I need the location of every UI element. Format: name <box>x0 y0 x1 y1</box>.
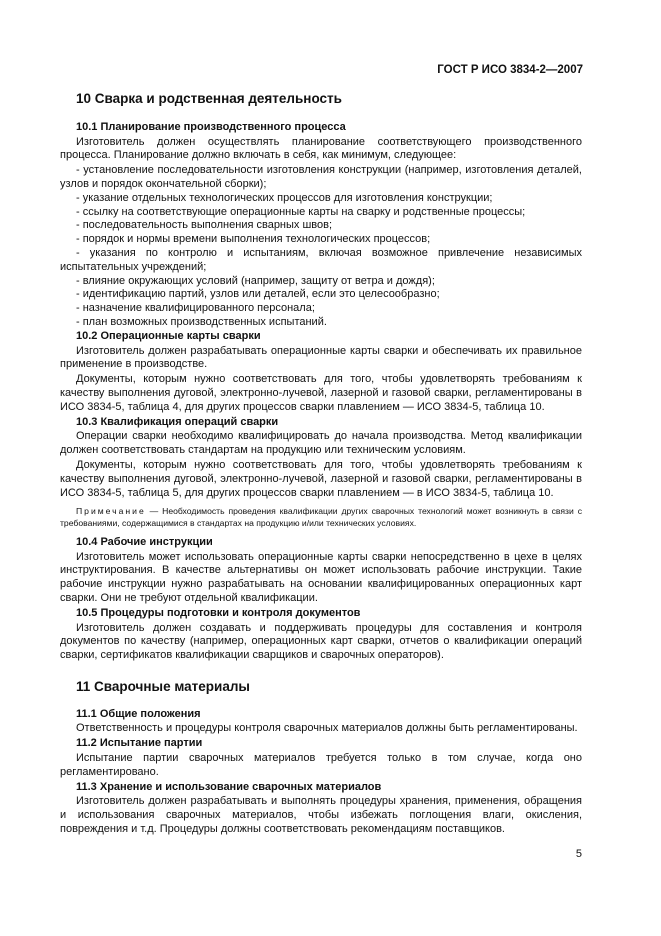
paragraph: Ответственность и процедуры контроля сварочных материалов должны быть регламентированы. <box>76 722 578 735</box>
paragraph: Документы, которым нужно соответствовать для того, чтобы удовлетворять требованиям к качеству выполнения дуговой, электронно-лучевой, лазерной и газовой сварки, регламентированы в ИСО 3834-5, таблица 4, для других процессов сварки плавлением — ИСО 3834-5, таблица 10. <box>60 373 582 413</box>
paragraph: Изготовитель должен создавать и поддерживать процедуры для составления и контроля документов по качеству (например, операционных карт сварки, отчетов о квалификации операций сварки, сертификатов квалификации сварщиков и сварочных операторов). <box>60 621 582 662</box>
list-item: - ссылку на соответствующие операционные карты на сварку и родственные процессы; <box>76 205 526 218</box>
paragraph: Операции сварки необходимо квалифицировать до начала производства. Метод квалификации должен соответствовать стандартам на продукцию или техническим условиям. <box>60 430 582 457</box>
section-10-heading: 10 Сварка и родственная деятельность <box>76 91 342 106</box>
paragraph: Испытание партии сварочных материалов требуется только в том случае, когда оно регламентировано. <box>60 752 582 778</box>
paragraph: Документы, которым нужно соответствовать для того, чтобы удовлетворять требованиям к качеству выполнения дуговой, электронно-лучевой, лазерной и газовой сварки, регламентированы в ИСО 3834-5, таблица 5, для других процессов сварки плавлением — в ИСО 3834-5, таблица 10. <box>60 458 582 499</box>
note-text: — Необходимость проведения квалификации других сварочных технологий может возникнуть в связи с требованиями, содержащимися в стандартах на продукцию и/или технических условиях. <box>60 506 582 528</box>
page-number: 5 <box>575 848 582 860</box>
document-header: ГОСТ Р ИСО 3834-2—2007 <box>437 64 583 76</box>
subsection-10-2-heading: 10.2 Операционные карты сварки <box>76 329 261 342</box>
document-body <box>60 92 582 838</box>
list-item: - указания по контролю и испытаниям, включая возможное привлечение независимых испытательных учреждений; <box>60 246 582 273</box>
list-item: - назначение квалифицированного персонала; <box>76 302 315 315</box>
subsection-11-1-heading: 11.1 Общие положения <box>76 707 201 720</box>
subsection-11-3-heading: 11.3 Хранение и использование сварочных материалов <box>76 780 382 793</box>
planning-list <box>60 164 582 330</box>
list-item: - влияние окружающих условий (например, защиту от ветра и дождя); <box>76 274 435 287</box>
paragraph: Изготовитель должен разрабатывать и выполнять процедуры хранения, применения, обращения и использования сварочных материалов, чтобы избежать поглощения влаги, окисления, повреждения и т.д. Процедуры должны соответствовать рекомендациям поставщиков. <box>60 795 582 836</box>
list-item: - установление последовательности изготовления конструкции (например, изготовления деталей, узлов и порядок окончательной сборки); <box>60 164 582 190</box>
paragraph: Изготовитель должен осуществлять планирование соответствующего производственного процесса. Планирование должно включать в себя, как минимум, следующее: <box>60 135 582 162</box>
subsection-10-1-heading: 10.1 Планирование производственного процесса <box>76 120 346 133</box>
list-item: - порядок и нормы времени выполнения технологических процессов; <box>76 233 431 246</box>
subsection-10-4-heading: 10.4 Рабочие инструкции <box>76 535 213 548</box>
paragraph: Изготовитель может использовать операционные карты сварки непосредственно в цехе в целях инструктирования. В качестве альтернативы он может использовать рабочие инструкции. Такие рабочие инструкции нужно разрабатывать на основании квалифицированных операционных карт сварки. Они не требуют отдельной квалификации. <box>60 550 582 604</box>
subsection-10-3-heading: 10.3 Квалификация операций сварки <box>76 415 279 428</box>
list-item: - указание отдельных технологических процессов для изготовления конструкции; <box>76 191 493 204</box>
list-item: - идентификацию партий, узлов или деталей, если это целесообразно; <box>76 288 440 301</box>
section-11-heading: 11 Сварочные материалы <box>76 678 250 694</box>
subsection-11-2-heading: 11.2 Испытание партии <box>76 737 203 750</box>
note-label: Примечание <box>76 506 146 517</box>
note <box>60 506 582 528</box>
paragraph: Изготовитель должен разрабатывать операционные карты сварки и обеспечивать их правильное применение в производстве. <box>60 344 582 371</box>
subsection-10-5-heading: 10.5 Процедуры подготовки и контроля документов <box>76 606 361 619</box>
list-item: - последовательность выполнения сварных швов; <box>76 219 333 232</box>
list-item: - план возможных производственных испытаний. <box>76 315 327 328</box>
